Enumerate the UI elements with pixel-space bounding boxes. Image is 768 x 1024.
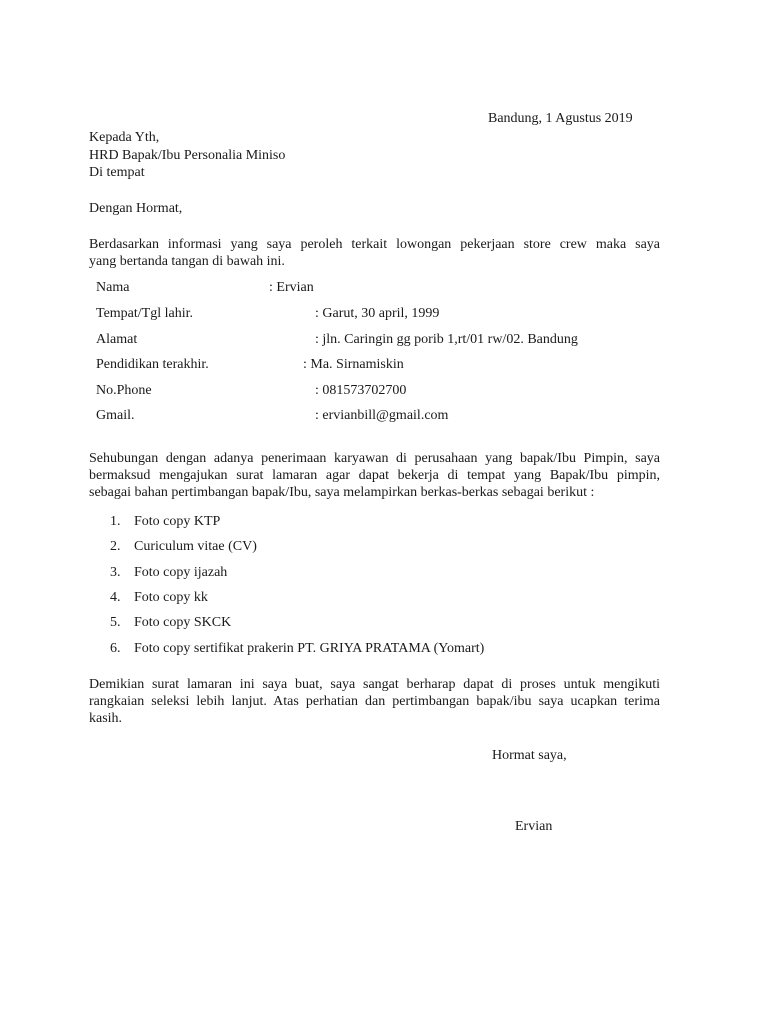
list-item-number: 4. xyxy=(110,590,121,605)
recipient-line-1: Kepada Yth, xyxy=(89,130,160,145)
list-item-number: 6. xyxy=(110,641,121,656)
body-line-3: sebagai bahan pertimbangan bapak/Ibu, saya melampirkan berkas-berkas sebagai berikut : xyxy=(89,485,595,500)
intro-paragraph xyxy=(89,236,660,270)
identity-value-email: : ervianbill@gmail.com xyxy=(315,408,449,423)
identity-value-phone: : 081573702700 xyxy=(315,383,407,398)
identity-value-name: : Ervian xyxy=(269,280,314,295)
closing-line-1: Demikian surat lamaran ini saya buat, saya sangat berharap dapat di proses untuk mengikuti xyxy=(89,677,660,692)
identity-label-birth: Tempat/Tgl lahir. xyxy=(96,306,193,321)
identity-label-education: Pendidikan terakhir. xyxy=(96,357,209,372)
list-item-number: 1. xyxy=(110,514,121,529)
identity-label-phone: No.Phone xyxy=(96,383,152,398)
list-item-number: 5. xyxy=(110,615,121,630)
identity-label-name: Nama xyxy=(96,280,130,295)
list-item: Foto copy KTP xyxy=(134,514,221,529)
recipient-line-3: Di tempat xyxy=(89,165,145,180)
closing-paragraph xyxy=(89,676,660,727)
body-line-1: Sehubungan dengan adanya penerimaan karyawan di perusahaan yang bapak/Ibu Pimpin, saya xyxy=(89,451,660,466)
closing-line-3: kasih. xyxy=(89,711,123,726)
body-line-2: bermaksud mengajukan surat lamaran agar dapat bekerja di tempat yang Bapak/Ibu pimpin, xyxy=(89,468,660,483)
body-paragraph xyxy=(89,450,660,501)
recipient-line-2: HRD Bapak/Ibu Personalia Miniso xyxy=(89,148,286,163)
list-item-number: 2. xyxy=(110,539,121,554)
intro-line-1: Berdasarkan informasi yang saya peroleh terkait lowongan pekerjaan store crew maka saya xyxy=(89,237,660,252)
letter-date: Bandung, 1 Agustus 2019 xyxy=(488,111,633,126)
list-item: Foto copy ijazah xyxy=(134,565,228,580)
intro-line-2: yang bertanda tangan di bawah ini. xyxy=(89,254,285,269)
identity-label-address: Alamat xyxy=(96,332,138,347)
identity-value-education: : Ma. Sirnamiskin xyxy=(303,357,404,372)
list-item-number: 3. xyxy=(110,565,121,580)
signature-name: Ervian xyxy=(515,819,553,834)
list-item: Curiculum vitae (CV) xyxy=(134,539,257,554)
closing-line-2: rangkaian seleksi lebih lanjut. Atas perhatian dan pertimbangan bapak/ibu saya ucapkan terima xyxy=(89,694,660,709)
identity-label-email: Gmail. xyxy=(96,408,135,423)
list-item: Foto copy sertifikat prakerin PT. GRIYA PRATAMA (Yomart) xyxy=(134,641,485,656)
list-item: Foto copy SKCK xyxy=(134,615,232,630)
identity-value-address: : jln. Caringin gg porib 1,rt/01 rw/02. Bandung xyxy=(315,332,578,347)
greeting: Dengan Hormat, xyxy=(89,201,183,216)
list-item: Foto copy kk xyxy=(134,590,208,605)
identity-value-birth: : Garut, 30 april, 1999 xyxy=(315,306,440,321)
sign-off: Hormat saya, xyxy=(492,748,567,763)
